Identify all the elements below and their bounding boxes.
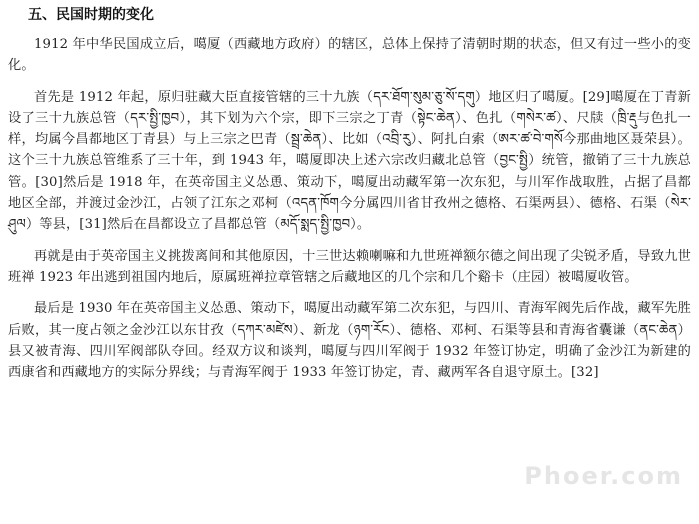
paragraph-second-change: 再就是由于英帝国主义挑拨离间和其他原因，十三世达赖喇嘛和九世班禅额尔德之间出现了尖锐矛盾，导致九世班禅 1923 年出逃到祖国内地后，原属班禅拉章管辖之后藏地区的几个宗和几个谿卡（庄园）被噶厦收管。 (8, 248, 691, 285)
paragraph-intro: 1912 年中华民国成立后，噶厦（西藏地方政府）的辖区，总体上保持了清朝时期的状态，但又有过一些小的变化。 (8, 37, 691, 74)
site-watermark: Phoer.com (524, 462, 683, 490)
section-heading: 五、民国时期的变化 (28, 7, 154, 23)
paragraph-first-change: 首先是 1912 年起，原归驻藏大臣直接管辖的三十九族（དར་ཐོག་སུམ་ཅུ་སོ་དགུ）地区归了噶厦。[29]噶厦在丁青新设了三十九族总管（དར་སྤྱི་ཁྱབ），其下划为六个宗，即下三宗之丁青（སྟེང་ཆེན）、色扎（གསེར་ཚ）、尺牍（ཁྲི་རྡུ与色扎一样，均属今昌都地区丁青县）与上三宗之巴青（སྦྲ་ཆེན）、比如（འབྲི་རུ）、阿扎白索（ཨར་ཚ་བེ་གསོ今那曲地区聂荣县）。这个三十九族总管维系了三十年，到 1943 年，噶厦即决上述六宗改归藏北总管（བྱང་སྤྱི）统管，撤销了三十九族总管。[30]然后是 1918 年，在英帝国主义怂恿、策动下，噶厦出动藏军第一次东犯，与川军作战取胜，占据了昌都地区全部，并渡过金沙江，占领了江东之邓柯（འདན་ཁོག今分属四川省甘孜州之德格、石渠两县）、德格、石渠（སེར་ཤུལ）等县，[31]然后在昌都设立了昌都总管（མདོ་སྨད་སྤྱི་ཁྱབ）。 (8, 89, 691, 233)
paragraph-last-change: 最后是 1930 年在英帝国主义怂恿、策动下，噶厦出动藏军第二次东犯，与四川、青海军阀先后作战，藏军先胜后败，其一度占领之金沙江以东甘孜（དཀར་མཛེས）、新龙（ཉག་རོང）、德格、邓柯、石渠等县和青海省囊谦（ནང་ཆེན）县又被青海、四川军阀部队夺回。经双方议和谈判，噶厦与四川军阀于 1932 年签订协定，明确了金沙江为新建的西康省和西藏地方的实际分界线；与青海军阀于 1933 年签订协定，青、藏两军各自退守原土。[32] (8, 301, 691, 381)
